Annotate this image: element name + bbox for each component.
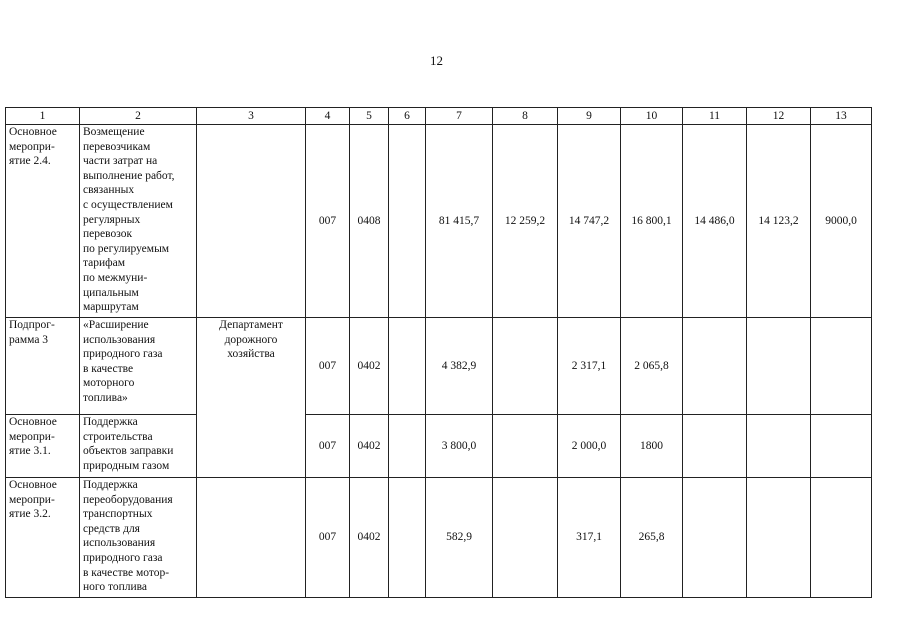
table-row bbox=[6, 415, 872, 478]
row-type-cell: Основное меропри- ятие 3.1. bbox=[6, 415, 80, 478]
value-cell bbox=[747, 478, 811, 598]
value-cell: 1800 bbox=[621, 415, 683, 478]
value-cell bbox=[811, 415, 872, 478]
header-cell: 2 bbox=[80, 108, 197, 125]
code-grbs-cell: 007 bbox=[306, 318, 350, 415]
value-cell bbox=[811, 478, 872, 598]
header-cell: 6 bbox=[389, 108, 426, 125]
value-cell: 16 800,1 bbox=[621, 125, 683, 318]
code-target-cell bbox=[389, 125, 426, 318]
table-row bbox=[6, 125, 872, 318]
page-number: 12 bbox=[430, 53, 443, 68]
value-cell bbox=[683, 415, 747, 478]
code-grbs-cell: 007 bbox=[306, 478, 350, 598]
header-cell: 10 bbox=[621, 108, 683, 125]
row-type-cell: Основное меропри- ятие 2.4. bbox=[6, 125, 80, 318]
table-row bbox=[6, 318, 872, 415]
code-grbs-cell: 007 bbox=[306, 415, 350, 478]
row-description-cell: «Расширение использования природного газа в качестве моторного топлива» bbox=[80, 318, 197, 415]
value-cell: 2 000,0 bbox=[558, 415, 621, 478]
value-cell bbox=[493, 478, 558, 598]
value-cell: 3 800,0 bbox=[426, 415, 493, 478]
row-type-cell: Основное меропри- ятие 3.2. bbox=[6, 478, 80, 598]
row-type-cell: Подпрог- рамма 3 bbox=[6, 318, 80, 415]
header-row bbox=[6, 108, 872, 125]
header-cell: 5 bbox=[350, 108, 389, 125]
row-description-cell: Возмещение перевозчикам части затрат на выполнение работ, связанных с осуществлением регулярных перевозок по регулируемым тарифам по межмуни- ципальным маршрутам bbox=[80, 125, 197, 318]
header-cell: 12 bbox=[747, 108, 811, 125]
row-description-cell: Поддержка переоборудования транспортных средств для использования природного газа в качестве мотор- ного топлива bbox=[80, 478, 197, 598]
value-cell: 14 747,2 bbox=[558, 125, 621, 318]
code-target-cell bbox=[389, 415, 426, 478]
code-section-cell: 0402 bbox=[350, 478, 389, 598]
header-cell: 11 bbox=[683, 108, 747, 125]
budget-table bbox=[5, 107, 872, 598]
header-cell: 9 bbox=[558, 108, 621, 125]
code-target-cell bbox=[389, 478, 426, 598]
value-cell: 317,1 bbox=[558, 478, 621, 598]
code-section-cell: 0402 bbox=[350, 318, 389, 415]
value-cell: 582,9 bbox=[426, 478, 493, 598]
value-cell bbox=[683, 318, 747, 415]
responsible-cell: Департамент дорожного хозяйства bbox=[197, 318, 306, 478]
value-cell bbox=[493, 318, 558, 415]
header-cell: 1 bbox=[6, 108, 80, 125]
header-cell: 3 bbox=[197, 108, 306, 125]
value-cell bbox=[747, 318, 811, 415]
value-cell bbox=[811, 318, 872, 415]
code-target-cell bbox=[389, 318, 426, 415]
value-cell: 2 317,1 bbox=[558, 318, 621, 415]
header-cell: 4 bbox=[306, 108, 350, 125]
table-row bbox=[6, 478, 872, 598]
value-cell: 9000,0 bbox=[811, 125, 872, 318]
responsible-cell bbox=[197, 125, 306, 318]
value-cell: 4 382,9 bbox=[426, 318, 493, 415]
value-cell: 12 259,2 bbox=[493, 125, 558, 318]
value-cell bbox=[747, 415, 811, 478]
code-section-cell: 0408 bbox=[350, 125, 389, 318]
value-cell: 265,8 bbox=[621, 478, 683, 598]
responsible-cell bbox=[197, 478, 306, 598]
code-grbs-cell: 007 bbox=[306, 125, 350, 318]
value-cell: 2 065,8 bbox=[621, 318, 683, 415]
header-cell: 8 bbox=[493, 108, 558, 125]
value-cell: 81 415,7 bbox=[426, 125, 493, 318]
header-cell: 13 bbox=[811, 108, 872, 125]
value-cell: 14 123,2 bbox=[747, 125, 811, 318]
header-cell: 7 bbox=[426, 108, 493, 125]
value-cell bbox=[683, 478, 747, 598]
value-cell bbox=[493, 415, 558, 478]
value-cell: 14 486,0 bbox=[683, 125, 747, 318]
code-section-cell: 0402 bbox=[350, 415, 389, 478]
row-description-cell: Поддержка строительства объектов заправки природным газом bbox=[80, 415, 197, 478]
